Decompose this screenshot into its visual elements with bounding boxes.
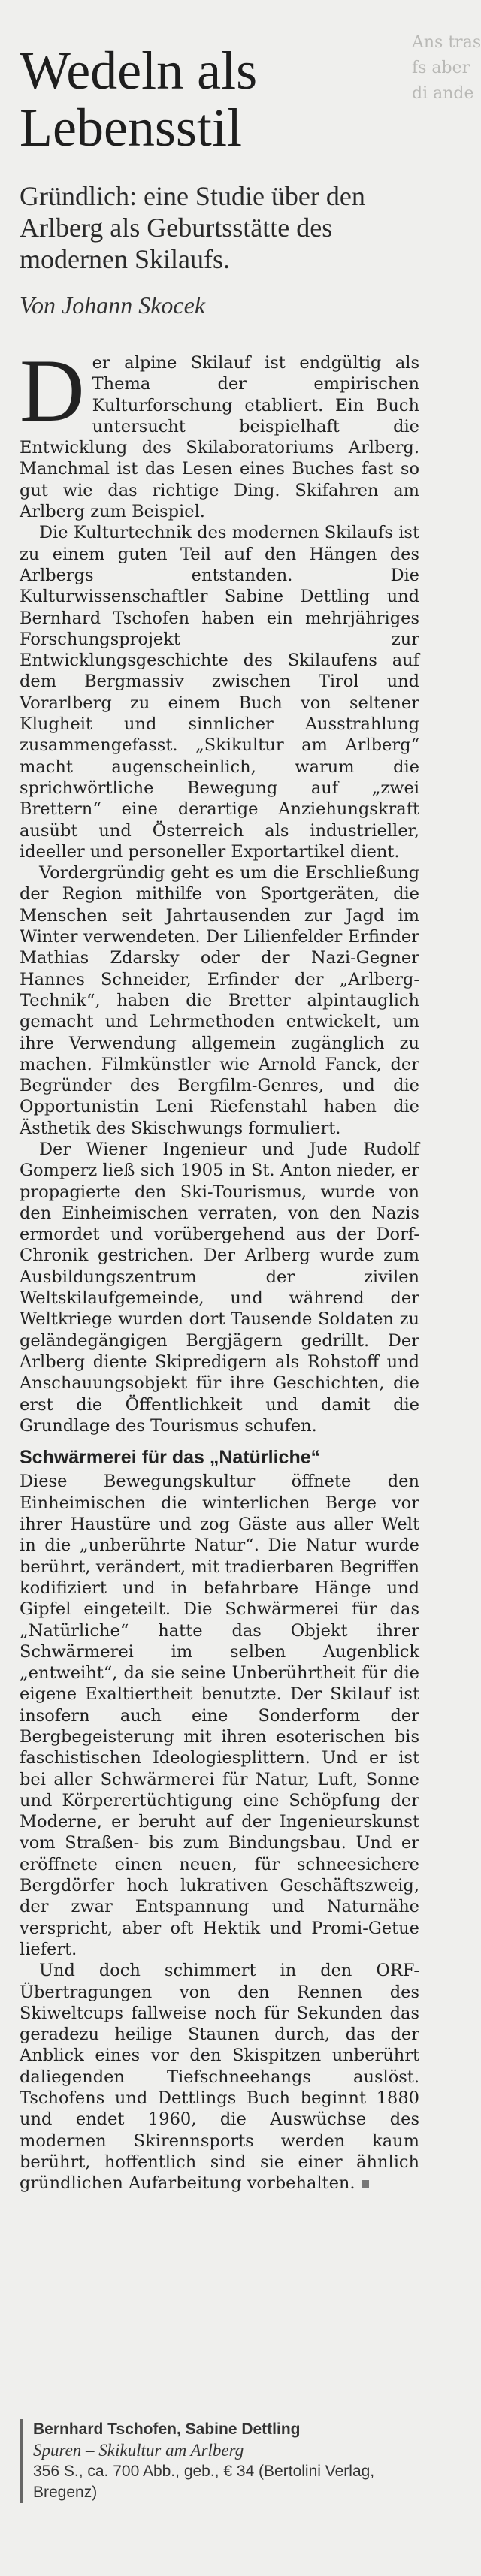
byline: Von Johann Skocek	[20, 291, 206, 319]
headline: Wedeln als Lebensstil	[20, 41, 258, 158]
paragraph: Vordergründig geht es um die Erschließung der Region mithilfe von Sportgeräten, die Menschen seit Jahrtausenden zur Jagd im Winter verwendeten. Der Lilienfelder Erfinder Mathias Zdarsky oder der Nazi-Gegner Hannes Schneider, Erfinder der „Arlberg-Technik“, haben die Bretter alpintauglich gemacht und Lehrmethoden entwickelt, um ihre Verwendung allgemein zugänglich zu machen. Filmkünstler wie Arnold Fanck, der Begründer des Bergfilm-Genres, und die Opportunistin Leni Riefenstahl haben die Ästhetik des Skischwungs formuliert.	[20, 863, 419, 1138]
book-info-box	[20, 2419, 409, 2503]
paragraph	[20, 340, 419, 522]
book-details: 356 S., ca. 700 Abb., geb., € 34 (Bertolini Verlag, Bregenz)	[33, 2463, 375, 2501]
paragraph-text: er alpine Skilauf ist endgültig als Thema der empirischen Kulturforschung etabliert. Ein Buch untersucht beispielhaft die Entwicklung des Skilaboratoriums Arlberg. Manchmal ist das Lesen eines Buches fast so gut wie das richtige Ding. Skifahren am Arlberg zum Beispiel.	[20, 353, 419, 522]
book-authors: Bernhard Tschofen, Sabine Dettling	[33, 2420, 301, 2438]
section-subhead: Schwärmerei für das „Natürliche“	[20, 1447, 321, 1469]
bleed-line: di ande	[412, 84, 474, 103]
paragraph-text: Und doch schimmert in den ORF-Übertragungen von den Rennen des Skiweltcups fallweise noch für Sekunden das geradezu heilige Staunen durch, das der Anblick eines vor den Skispitzen unberührt daliegenden Tiefschneehangs auslöst. Tschofens und Dettlings Buch beginnt 1880 und endet 1960, die Auswüchse des modernen Skirennsports werden kaum berührt, hoffentlich sind sie einer ähnlich gründlichen Aufarbeitung vorbehalten.	[20, 1961, 419, 2194]
paragraph	[20, 1960, 419, 2194]
drop-cap: D	[20, 340, 85, 440]
paragraph: Der Wiener Ingenieur und Jude Rudolf Gomperz ließ sich 1905 in St. Anton nieder, er propagierte den Ski-Tourismus, wurde von den Einheimischen verraten, von den Nazis ermordet und vorübergehend aus der Dorf-Chronik gestrichen. Der Arlberg wurde zum Ausbildungszentrum der zivilen Weltskilaufgemeinde, und während der Weltkriege wurden dort Tausende Soldaten zu geländegängigen Bergjägern gedrillt. Der Arlberg diente Skipredigern als Rohstoff und Anschauungsobjekt für ihre Geschichten, die erst die Öffentlichkeit und damit die Grundlage des Tourismus schufen.	[20, 1139, 419, 1436]
book-title: Spuren – Skikultur am Arlberg	[33, 2441, 244, 2460]
article	[20, 42, 419, 2194]
end-mark	[362, 2180, 369, 2188]
article-body	[20, 340, 419, 2194]
paragraph: Diese Bewegungskultur öffnete den Einheimischen die winterlichen Berge vor ihrer Haustüre und zog Gäste aus aller Welt in die „unberührte Natur“. Die Natur wurde berührt, verändert, mit tradierbaren Begriffen kodifiziert und in befahrbare Hänge und Gipfel eingeteilt. Die Schwärmerei für das „Natürliche“ hatte das Objekt ihrer Schwärmerei im selben Augenblick „entweiht“, da sie seine Unberührtheit für die eigene Exaltiertheit benutzte. Der Skilauf ist insofern auch eine Sonderform der Bergbegeisterung mit ihren esoterischen bis faschistischen Ideologiesplittern. Und er ist bei aller Schwärmerei für Natur, Luft, Sonne und Körperertüchtigung eine Schöpfung der Moderne, er beruht auf der Ingenieurskunst vom Straßen- bis zum Bindungsbau. Und er eröffnete einen neuen, für schneesichere Bergdörfer hoch lukrativen Geschäftszweig, der zwar Entspannung und Naturnähe verspricht, aber oft Hektik und Promi-Getue liefert.	[20, 1472, 419, 1959]
bleed-line: fs aber	[412, 59, 470, 77]
adjacent-column-bleed	[412, 30, 481, 120]
deck: Gründlich: eine Studie über den Arlberg als Geburtsstätte des modernen Skilaufs.	[20, 181, 365, 274]
paragraph: Die Kulturtechnik des modernen Skilaufs ist zu einem guten Teil auf den Hängen des Arlbergs entstanden. Die Kulturwissenschaftler Sabine Dettling und Bernhard Tschofen haben ein mehrjähriges Forschungsprojekt zur Entwicklungsgeschichte des Skilaufens auf dem Bergmassiv zwischen Tirol und Vorarlberg zu einem Buch von seltener Klugheit und sinnlicher Ausstrahlung zusammengefasst. „Skikultur am Arlberg“ macht augenscheinlich, warum die sprichwörtliche Bewegung auf „zwei Brettern“ eine derartige Anziehungskraft ausübt und Österreich als industrieller, ideeller und personeller Exportartikel dient.	[20, 523, 419, 862]
bleed-line: Ans tras	[412, 33, 481, 52]
